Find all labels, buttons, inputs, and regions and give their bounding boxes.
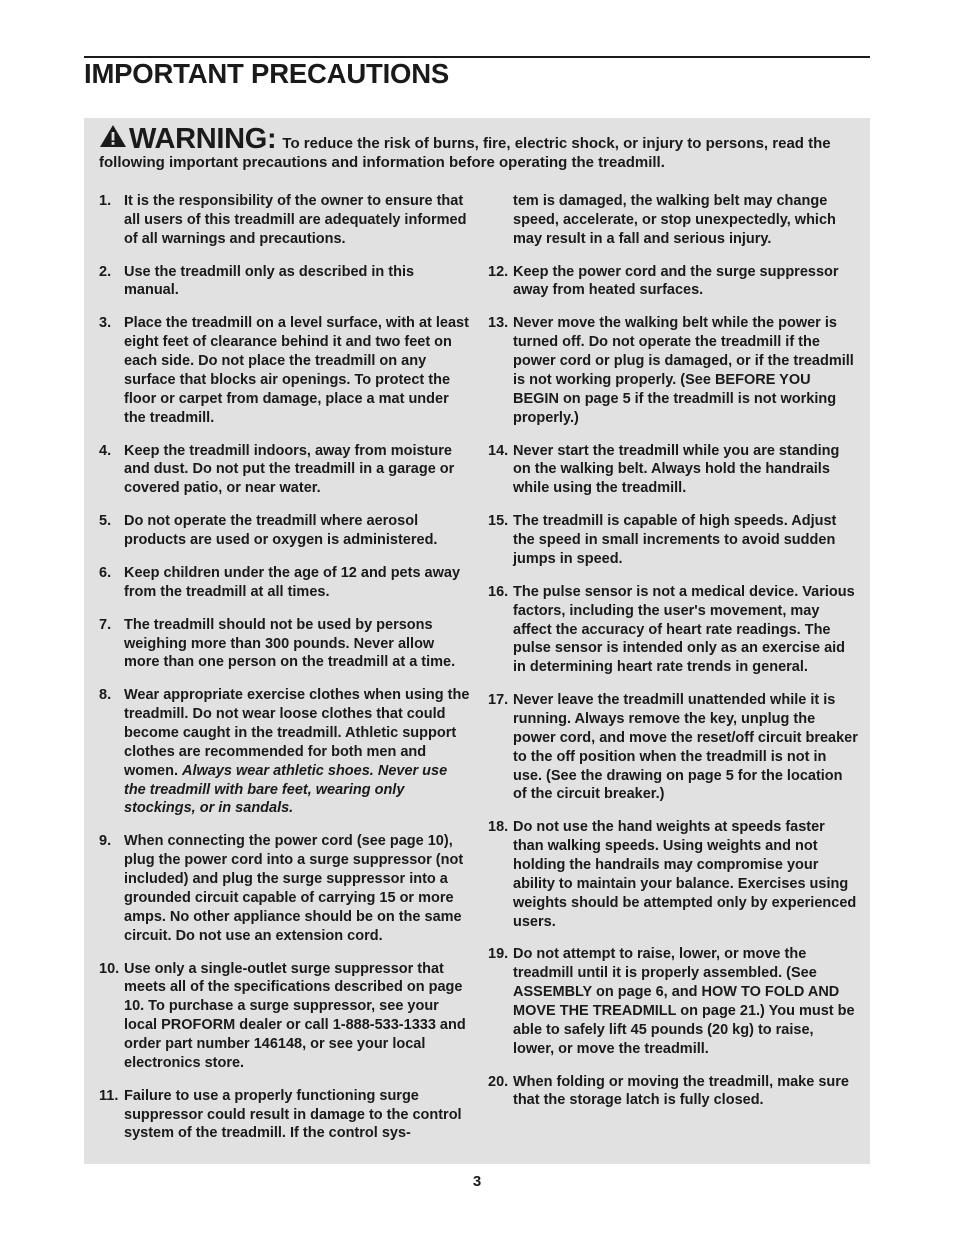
precaution-item-3 bbox=[99, 314, 471, 427]
item-text: Keep the power cord and the surge suppressor away from heated surfaces. bbox=[513, 263, 839, 299]
item-text: Keep children under the age of 12 and pets away from the treadmill at all times. bbox=[124, 564, 461, 600]
item-number: 18. bbox=[488, 819, 509, 836]
precaution-item-11 bbox=[99, 1087, 471, 1144]
precaution-item-4 bbox=[99, 442, 471, 499]
item-text: The pulse sensor is not a medical device. Various factors, including the user's movement, may affect the accuracy of heart rate readings. The pulse sensor is intended only as an exercise aid in determining heart rate trends in general. bbox=[513, 583, 855, 676]
item-number: 10. bbox=[99, 960, 120, 977]
item-number: 9. bbox=[99, 833, 112, 850]
page-title: IMPORTANT PRECAUTIONS bbox=[84, 58, 450, 89]
item-text: Keep the treadmill indoors, away from moisture and dust. Do not put the treadmill in a garage or covered patio, or near water. bbox=[124, 442, 455, 497]
item-text: Never start the treadmill while you are standing on the walking belt. Always hold the handrails while using the treadmill. bbox=[513, 442, 840, 497]
item-number: 12. bbox=[488, 263, 509, 280]
precaution-item-19 bbox=[488, 945, 858, 1058]
warning-heading bbox=[99, 123, 282, 155]
warning-label: WARNING: bbox=[129, 123, 277, 155]
precaution-item-17 bbox=[488, 691, 858, 804]
precautions-column-right bbox=[488, 192, 858, 1124]
item-number: 3. bbox=[99, 315, 112, 332]
item-text: Do not use the hand weights at speeds faster than walking speeds. Using weights and not holding the handrails may compromise your ability to maintain your balance. Exercises using weights should be attempted only by experienced users. bbox=[513, 819, 857, 930]
item-text: Use the treadmill only as described in this manual. bbox=[124, 263, 415, 299]
item-text: Do not attempt to raise, lower, or move the treadmill until it is properly assembled. (See ASSEMBLY on page 6, and HOW TO FOLD AND MOVE THE TREADMILL on page 21.) You must be able to safely lift 45 pounds (20 kg) to raise, lower, or move the treadmill. bbox=[513, 946, 855, 1057]
item-number: 8. bbox=[99, 687, 112, 704]
precaution-item-12 bbox=[488, 263, 858, 301]
item-number: 17. bbox=[488, 692, 509, 709]
precaution-item-15 bbox=[488, 512, 858, 569]
precaution-item-6 bbox=[99, 564, 471, 602]
warning-text: To reduce the risk of burns, fire, electric shock, or injury to persons, read the following important precautions and information before operating the treadmill. bbox=[99, 135, 831, 171]
item-text: The treadmill is capable of high speeds. Adjust the speed in small increments to avoid sudden jumps in speed. bbox=[513, 513, 837, 567]
item-number: 1. bbox=[99, 193, 112, 209]
item-text: Place the treadmill on a level surface, with at least eight feet of clearance behind it and two feet on each side. Do not place the treadmill on any surface that blocks air openings. To protect the floor or carpet from damage, place a mat under the treadmill. bbox=[124, 315, 469, 426]
item-text: Do not operate the treadmill where aerosol products are used or oxygen is administered. bbox=[124, 513, 438, 549]
item-number: 5. bbox=[99, 513, 112, 530]
precaution-item-5 bbox=[99, 512, 471, 550]
item-text: Wear appropriate exercise clothes when using the treadmill. Do not wear loose clothes that could become caught in the treadmill. Athletic support clothes are recommended for both men and women. bbox=[124, 687, 470, 779]
item-text: When connecting the power cord (see page 10), plug the power cord into a surge suppressor (not included) and plug the surge suppressor into a grounded circuit capable of carrying 15 or more amps. No other appliance should be on the same circuit. Do not use an extension cord. bbox=[124, 833, 464, 944]
item-number: 20. bbox=[488, 1073, 509, 1090]
precaution-item-18 bbox=[488, 818, 858, 931]
item-text: Use only a single-outlet surge suppressor that meets all of the specifications described on page 10. To purchase a surge suppressor, see your local PROFORM dealer or call 1-888-533-1333 and order part number 146148, or see your local electronics store. bbox=[124, 960, 466, 1071]
precaution-item-14 bbox=[488, 442, 858, 499]
item-text: Never move the walking belt while the power is turned off. Do not operate the treadmill if the power cord or plug is damaged, or if the treadmill is not working properly. (See BEFORE YOU BEGIN on page 5 if the treadmill is not working properly.) bbox=[513, 315, 854, 426]
item-number: 15. bbox=[488, 513, 509, 530]
precaution-item-8 bbox=[99, 686, 471, 818]
precaution-item-16 bbox=[488, 583, 858, 677]
precaution-item-2 bbox=[99, 263, 471, 301]
item-text: Never leave the treadmill unattended while it is running. Always remove the key, unplug the power cord, and move the reset/off circuit breaker to the off position when the treadmill is not in use. (See the drawing on page 5 for the location of the circuit breaker.) bbox=[513, 692, 858, 803]
precaution-item-7 bbox=[99, 616, 471, 673]
item-number: 7. bbox=[99, 616, 112, 633]
precaution-item-11-continued: tem is damaged, the walking belt may change speed, accelerate, or stop unexpectedly, which may result in a fall and serious injury. bbox=[513, 193, 836, 247]
item-number: 19. bbox=[488, 946, 509, 963]
item-number: 11. bbox=[99, 1087, 119, 1104]
item-number: 13. bbox=[488, 315, 509, 332]
item-number: 14. bbox=[488, 442, 509, 459]
precaution-item-1 bbox=[99, 192, 471, 249]
precaution-item-20 bbox=[488, 1073, 858, 1111]
precaution-item-9 bbox=[99, 832, 471, 945]
item-number: 6. bbox=[99, 564, 112, 581]
item-number: 16. bbox=[488, 583, 509, 600]
page-number: 3 bbox=[472, 1173, 482, 1190]
item-emphasis: Always wear athletic shoes. Never use the treadmill with bare feet, wearing only stockings, or in sandals. bbox=[124, 762, 448, 817]
warning-statement bbox=[99, 124, 859, 172]
item-text: The treadmill should not be used by persons weighing more than 300 pounds. Never allow more than one person on the treadmill at a time. bbox=[124, 616, 456, 671]
warning-triangle-icon bbox=[99, 124, 127, 148]
precautions-column-left bbox=[99, 192, 471, 1157]
item-text: When folding or moving the treadmill, make sure that the storage latch is fully closed. bbox=[513, 1073, 849, 1109]
item-text: It is the responsibility of the owner to ensure that all users of this treadmill are adequately informed of all warnings and precautions. bbox=[124, 193, 467, 247]
item-number: 2. bbox=[99, 263, 112, 280]
precaution-item-10 bbox=[99, 960, 471, 1073]
precaution-item-13 bbox=[488, 314, 858, 427]
item-number: 4. bbox=[99, 442, 112, 459]
item-text: Failure to use a properly functioning surge suppressor could result in damage to the control system of the treadmill. If the control sys- bbox=[124, 1087, 462, 1142]
